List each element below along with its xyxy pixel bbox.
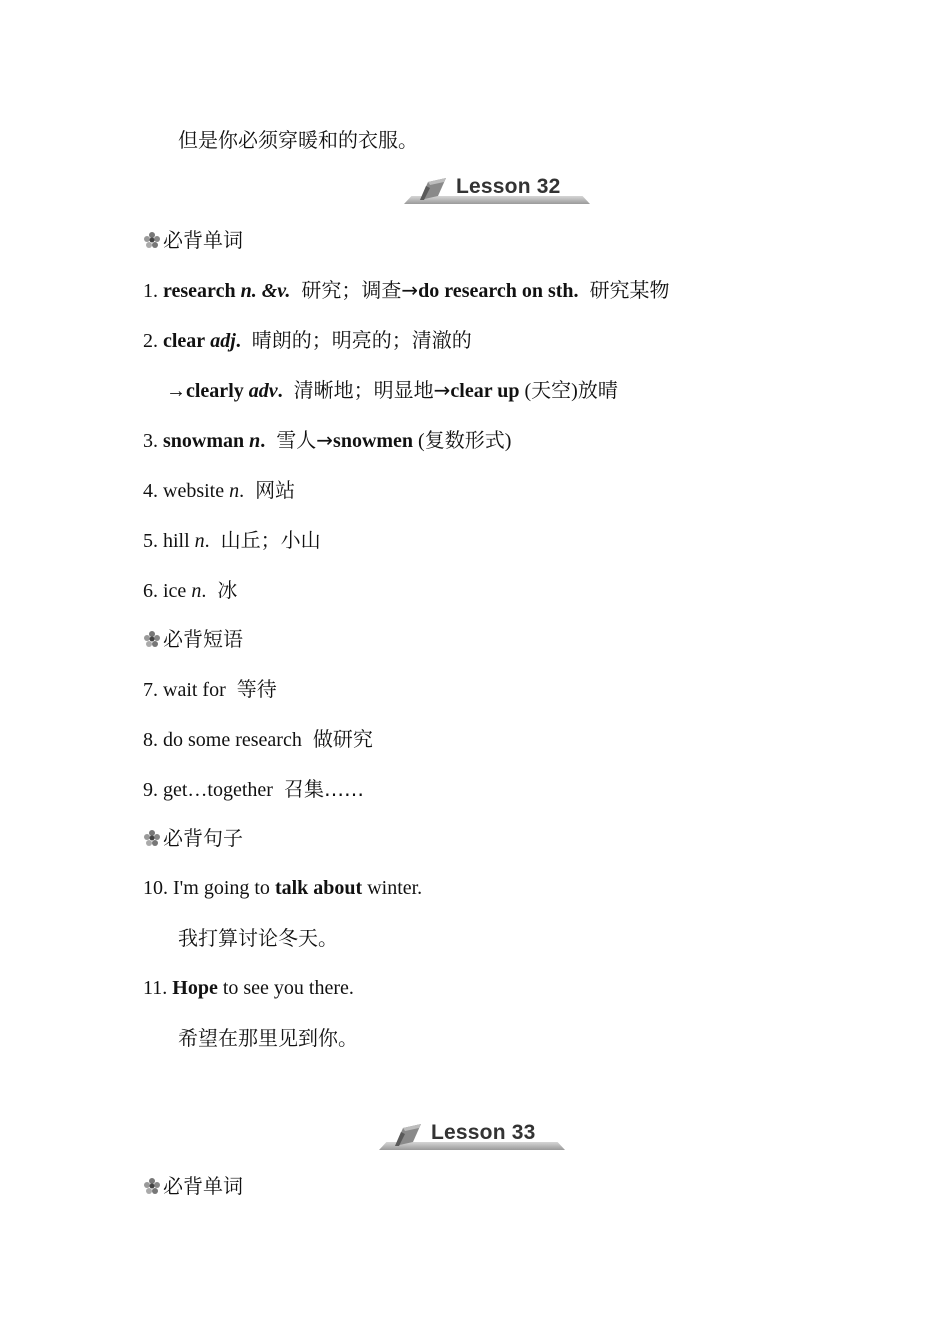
- item-number: 6.: [143, 580, 158, 602]
- note: 天空: [531, 378, 572, 402]
- phrase-meaning: 研究某物: [589, 278, 670, 302]
- chinese-translation: 但是你必须穿暖和的衣服。: [178, 128, 418, 152]
- pos-dot: .: [239, 480, 245, 502]
- item-number: 4.: [143, 480, 158, 502]
- pos-dot: .: [260, 430, 266, 452]
- meaning: 研究；调查→: [301, 278, 419, 302]
- note: 复数形式: [424, 428, 505, 452]
- part-of-speech: n. &v.: [240, 280, 291, 302]
- sentence-text: I'm going to: [173, 877, 270, 899]
- meaning: 召集……: [283, 777, 364, 801]
- plural-form: snowmen: [333, 430, 414, 452]
- section-heading-words-33: [143, 1173, 243, 1199]
- item-number: 8.: [143, 729, 158, 751]
- related-phrase: do research on sth.: [418, 280, 579, 302]
- item-number: 1.: [143, 280, 158, 302]
- paren: (: [524, 380, 532, 402]
- phrase: do some research: [163, 729, 302, 751]
- pos-dot: .: [277, 380, 283, 402]
- part-of-speech: adv: [248, 380, 278, 402]
- section-heading-sentences: [143, 825, 243, 851]
- word: website: [163, 480, 225, 502]
- pos-dot: .: [235, 330, 241, 352]
- sentence-translation-10: 我打算讨论冬天。: [178, 926, 338, 950]
- lesson-title: Lesson 32: [456, 175, 561, 198]
- flower-icon: [143, 231, 161, 249]
- part-of-speech: n: [191, 580, 202, 602]
- phrase-meaning: 放晴: [577, 378, 618, 402]
- flower-icon: [143, 630, 161, 648]
- meaning: 做研究: [312, 727, 373, 751]
- item-number: 2.: [143, 330, 158, 352]
- item-number: 3.: [143, 430, 158, 452]
- sentence-translation-11: 希望在那里见到你。: [178, 1026, 358, 1050]
- part-of-speech: n: [249, 430, 261, 452]
- phrase: wait for: [163, 679, 226, 701]
- word: hill: [163, 530, 190, 552]
- meaning: 冰: [217, 578, 238, 602]
- section-title: 必背短语: [163, 627, 243, 651]
- word: ice: [163, 580, 187, 602]
- section-heading-words: [143, 227, 243, 253]
- pos-dot: .: [201, 580, 207, 602]
- word: snowman: [163, 430, 245, 452]
- part-of-speech: adj: [210, 330, 236, 352]
- vocab-item-4: [143, 477, 295, 504]
- item-number: 7.: [143, 679, 158, 701]
- phrase-item-8: [143, 726, 373, 753]
- meaning: 清晰地；明显地→: [293, 378, 451, 402]
- lesson-32-banner: [404, 172, 590, 206]
- pos-dot: .: [204, 530, 210, 552]
- meaning: 等待: [236, 677, 277, 701]
- meaning: 山丘；小山: [220, 528, 321, 552]
- pen-icon: [391, 1122, 425, 1148]
- flower-icon: [143, 1177, 161, 1195]
- sentence-item-11: [143, 975, 354, 1001]
- word: research: [163, 280, 236, 302]
- key-phrase: talk about: [274, 877, 363, 899]
- section-heading-phrases: [143, 626, 243, 652]
- part-of-speech: n: [229, 480, 240, 502]
- item-number: 11.: [143, 977, 168, 999]
- flower-icon: [143, 829, 161, 847]
- phrase: get…together: [163, 779, 273, 801]
- phrase-item-7: [143, 676, 277, 703]
- vocab-item-5: [143, 527, 321, 554]
- item-number: 10.: [143, 877, 168, 899]
- word: clearly: [186, 380, 244, 402]
- phrase-item-9: [143, 776, 364, 803]
- item-number: 9.: [143, 779, 158, 801]
- vocab-item-2: [143, 327, 472, 354]
- arrow: →: [166, 380, 186, 402]
- item-number: 5.: [143, 530, 158, 552]
- section-title: 必背单词: [163, 228, 243, 252]
- vocab-item-6: [143, 577, 237, 604]
- key-phrase: Hope: [172, 977, 218, 999]
- section-title: 必背句子: [163, 826, 243, 850]
- meaning: 网站: [255, 478, 296, 502]
- meaning: 晴朗的；明亮的；清澈的: [251, 328, 472, 352]
- word: clear: [163, 330, 206, 352]
- vocab-item-3: [143, 427, 511, 454]
- lesson-33-banner: [379, 1118, 565, 1152]
- part-of-speech: n: [194, 530, 205, 552]
- pen-icon: [416, 176, 450, 202]
- section-title: 必背单词: [163, 1174, 243, 1198]
- sentence-text: winter.: [367, 877, 423, 899]
- paren: ): [504, 430, 512, 452]
- related-phrase: clear up: [450, 380, 520, 402]
- vocab-item-1: [143, 277, 670, 304]
- sentence-item-10: [143, 875, 422, 901]
- vocab-item-2-derivatives: [166, 377, 618, 404]
- lesson-title: Lesson 33: [431, 1121, 536, 1144]
- meaning: 雪人→: [276, 428, 334, 452]
- sentence-text: to see you there.: [222, 977, 354, 999]
- paren: ): [571, 380, 578, 402]
- paren: (: [418, 430, 425, 452]
